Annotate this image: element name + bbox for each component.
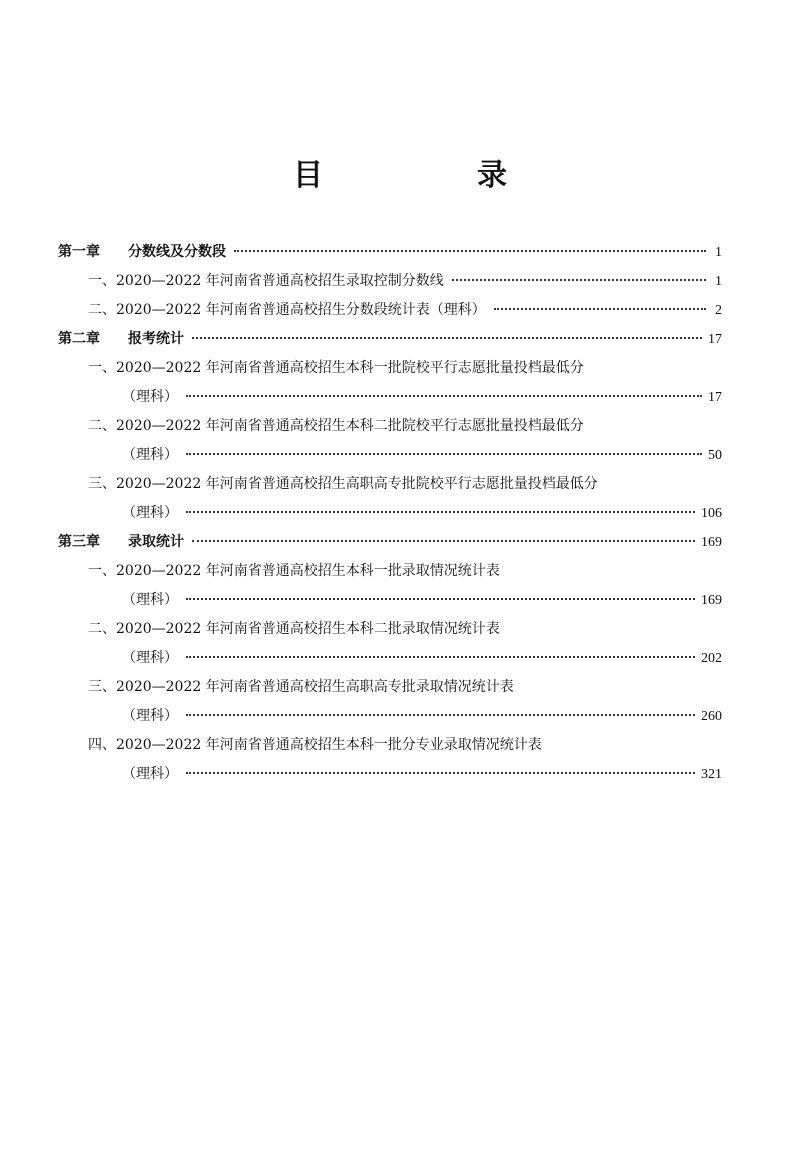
section-title: 2020—2022 年河南省普通高校招生本科二批院校平行志愿批量投档最低分 — [116, 418, 584, 434]
section-number: 三、 — [88, 476, 116, 492]
section-number: 一、 — [88, 563, 116, 579]
page-number: 260 — [701, 709, 722, 724]
section-title: 2020—2022 年河南省普通高校招生本科一批录取情况统计表 — [116, 563, 500, 579]
dot-leader — [186, 453, 702, 455]
dot-leader — [192, 540, 695, 542]
dot-leader — [186, 772, 695, 774]
chapter-title: 分数线及分数段 — [128, 244, 226, 260]
dot-leader — [186, 714, 695, 716]
dot-leader — [494, 308, 706, 310]
toc-section-continuation[interactable] — [58, 705, 722, 734]
page-number: 17 — [708, 332, 722, 347]
dot-leader — [234, 250, 706, 252]
section-number: 一、 — [88, 273, 116, 289]
toc-section-continuation[interactable] — [58, 647, 722, 676]
toc-section[interactable] — [58, 299, 722, 328]
page-number: 17 — [708, 390, 722, 405]
chapter-number: 第二章 — [58, 331, 100, 347]
section-subtitle: （理科） — [122, 766, 178, 782]
section-subtitle: （理科） — [122, 447, 178, 463]
toc-section-continuation[interactable] — [58, 386, 722, 415]
section-number: 一、 — [88, 360, 116, 376]
page-number: 169 — [701, 535, 722, 550]
table-of-contents — [58, 241, 722, 792]
section-title: 2020—2022 年河南省普通高校招生本科一批院校平行志愿批量投档最低分 — [116, 360, 584, 376]
toc-section-continuation[interactable] — [58, 444, 722, 473]
toc-section[interactable] — [58, 415, 722, 444]
page-number: 169 — [701, 593, 722, 608]
toc-section-continuation[interactable] — [58, 589, 722, 618]
section-title: 2020—2022 年河南省普通高校招生分数段统计表（理科） — [116, 302, 486, 318]
section-subtitle: （理科） — [122, 708, 178, 724]
section-subtitle: （理科） — [122, 505, 178, 521]
toc-chapter-2[interactable] — [58, 328, 722, 357]
chapter-number: 第三章 — [58, 534, 100, 550]
dot-leader — [186, 511, 695, 513]
toc-section[interactable] — [58, 560, 722, 589]
toc-section[interactable] — [58, 357, 722, 386]
page-title: 目 录 — [293, 158, 569, 193]
dot-leader — [192, 337, 702, 339]
section-title: 2020—2022 年河南省普通高校招生本科二批录取情况统计表 — [116, 621, 500, 637]
section-number: 二、 — [88, 621, 116, 637]
section-number: 四、 — [88, 737, 116, 753]
toc-section[interactable] — [58, 270, 722, 299]
page-number: 202 — [701, 651, 722, 666]
page-number: 50 — [708, 448, 722, 463]
page-number: 321 — [701, 767, 722, 782]
section-number: 二、 — [88, 418, 116, 434]
section-title: 2020—2022 年河南省普通高校招生高职高专批院校平行志愿批量投档最低分 — [116, 476, 598, 492]
section-subtitle: （理科） — [122, 592, 178, 608]
dot-leader — [186, 656, 695, 658]
section-number: 二、 — [88, 302, 116, 318]
dot-leader — [186, 598, 695, 600]
toc-section-continuation[interactable] — [58, 763, 722, 792]
toc-chapter-1[interactable] — [58, 241, 722, 270]
toc-section[interactable] — [58, 618, 722, 647]
chapter-number: 第一章 — [58, 244, 100, 260]
page-number: 1 — [715, 245, 722, 260]
toc-section[interactable] — [58, 473, 722, 502]
section-number: 三、 — [88, 679, 116, 695]
toc-section-continuation[interactable] — [58, 502, 722, 531]
section-title: 2020—2022 年河南省普通高校招生录取控制分数线 — [116, 273, 444, 289]
section-subtitle: （理科） — [122, 650, 178, 666]
section-title: 2020—2022 年河南省普通高校招生高职高专批录取情况统计表 — [116, 679, 514, 695]
dot-leader — [452, 279, 706, 281]
toc-chapter-3[interactable] — [58, 531, 722, 560]
page-number: 106 — [701, 506, 722, 521]
chapter-title: 录取统计 — [128, 534, 184, 550]
dot-leader — [186, 395, 702, 397]
section-subtitle: （理科） — [122, 389, 178, 405]
section-title: 2020—2022 年河南省普通高校招生本科一批分专业录取情况统计表 — [116, 737, 542, 753]
page-number: 1 — [715, 274, 722, 289]
page-number: 2 — [715, 303, 722, 318]
chapter-title: 报考统计 — [128, 331, 184, 347]
toc-section[interactable] — [58, 676, 722, 705]
toc-section[interactable] — [58, 734, 722, 763]
